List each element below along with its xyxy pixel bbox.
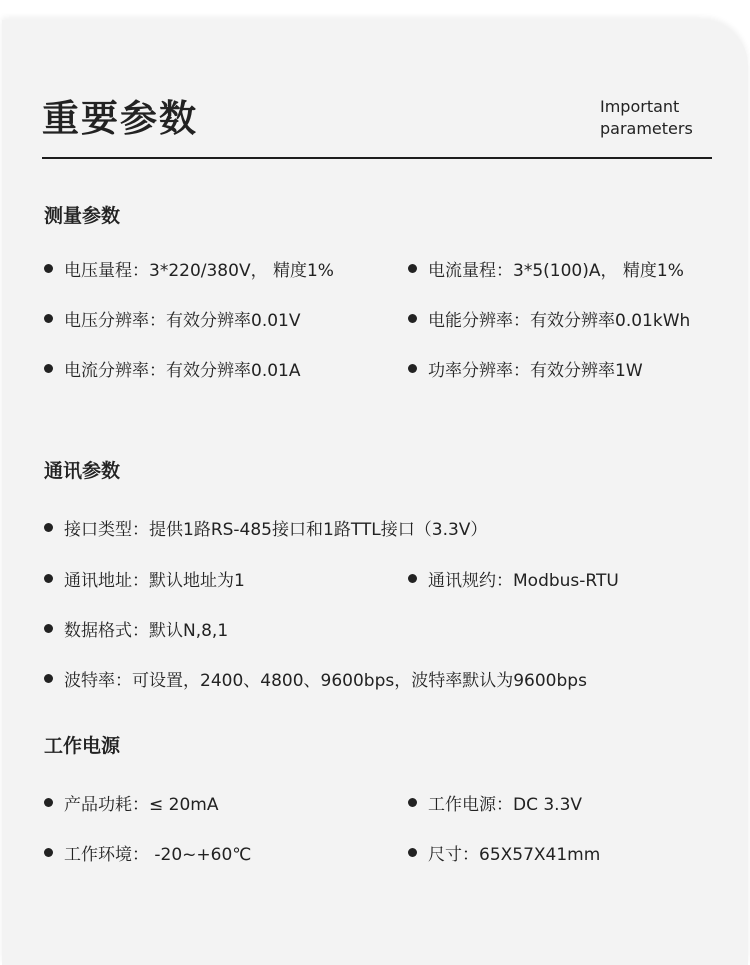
section-title-power: 工作电源: [44, 735, 121, 757]
param-text: 电流分辨率：有效分辨率0.01A: [64, 361, 301, 381]
param-text: 工作电源：DC 3.3V: [428, 795, 583, 815]
param-item: [44, 306, 300, 331]
bullet-icon: [44, 798, 53, 807]
param-item: [408, 566, 619, 591]
bullet-icon: [44, 674, 53, 683]
bullet-icon: [44, 314, 53, 323]
bullet-icon: [44, 264, 53, 273]
bullet-icon: [44, 523, 53, 532]
param-text: 数据格式：默认N,8,1: [64, 621, 229, 641]
param-item: [44, 790, 218, 815]
header-divider: [42, 157, 712, 159]
bullet-icon: [44, 364, 53, 373]
bullet-icon: [408, 574, 417, 583]
param-text: 通讯地址：默认地址为1: [64, 571, 245, 591]
page-subtitle: [600, 96, 710, 140]
param-text: 波特率：可设置，2400、4800、9600bps，波特率默认为9600bps: [64, 671, 587, 691]
subtitle-line-1: Important: [600, 97, 680, 116]
param-text: 功率分辨率：有效分辨率1W: [428, 361, 643, 381]
param-text: 电能分辨率：有效分辨率0.01kWh: [428, 311, 691, 331]
param-item: [44, 666, 587, 691]
bullet-icon: [44, 848, 53, 857]
section-title-measurement: 测量参数: [44, 205, 121, 227]
section-title-communication: 通讯参数: [44, 460, 121, 482]
param-text: 电压分辨率：有效分辨率0.01V: [64, 311, 301, 331]
param-item: [44, 256, 334, 281]
param-item: [408, 790, 582, 815]
param-text: 工作环境： -20~+60℃: [64, 845, 252, 865]
param-item: [44, 356, 300, 381]
bullet-icon: [408, 848, 417, 857]
param-item: [44, 616, 228, 641]
content-card: [2, 20, 748, 965]
bullet-icon: [408, 314, 417, 323]
param-item: [44, 566, 245, 591]
param-item: [408, 840, 600, 865]
param-item: [408, 256, 684, 281]
bullet-icon: [408, 798, 417, 807]
param-text: 尺寸：65X57X41mm: [428, 845, 601, 865]
param-item: [408, 356, 643, 381]
bullet-icon: [408, 364, 417, 373]
bullet-icon: [44, 624, 53, 633]
param-item: [44, 840, 251, 865]
page-title: 重要参数: [42, 97, 198, 140]
subtitle-line-2: parameters: [600, 119, 693, 138]
param-text: 产品功耗：≤ 20mA: [64, 795, 219, 815]
param-text: 通讯规约：Modbus-RTU: [428, 571, 619, 591]
bullet-icon: [44, 574, 53, 583]
param-text: 电流量程：3*5(100)A， 精度1%: [428, 261, 684, 281]
param-text: 接口类型：提供1路RS-485接口和1路TTL接口（3.3V）: [64, 520, 488, 540]
param-text: 电压量程：3*220/380V， 精度1%: [64, 261, 334, 281]
bullet-icon: [408, 264, 417, 273]
param-item: [44, 515, 487, 540]
param-item: [408, 306, 690, 331]
